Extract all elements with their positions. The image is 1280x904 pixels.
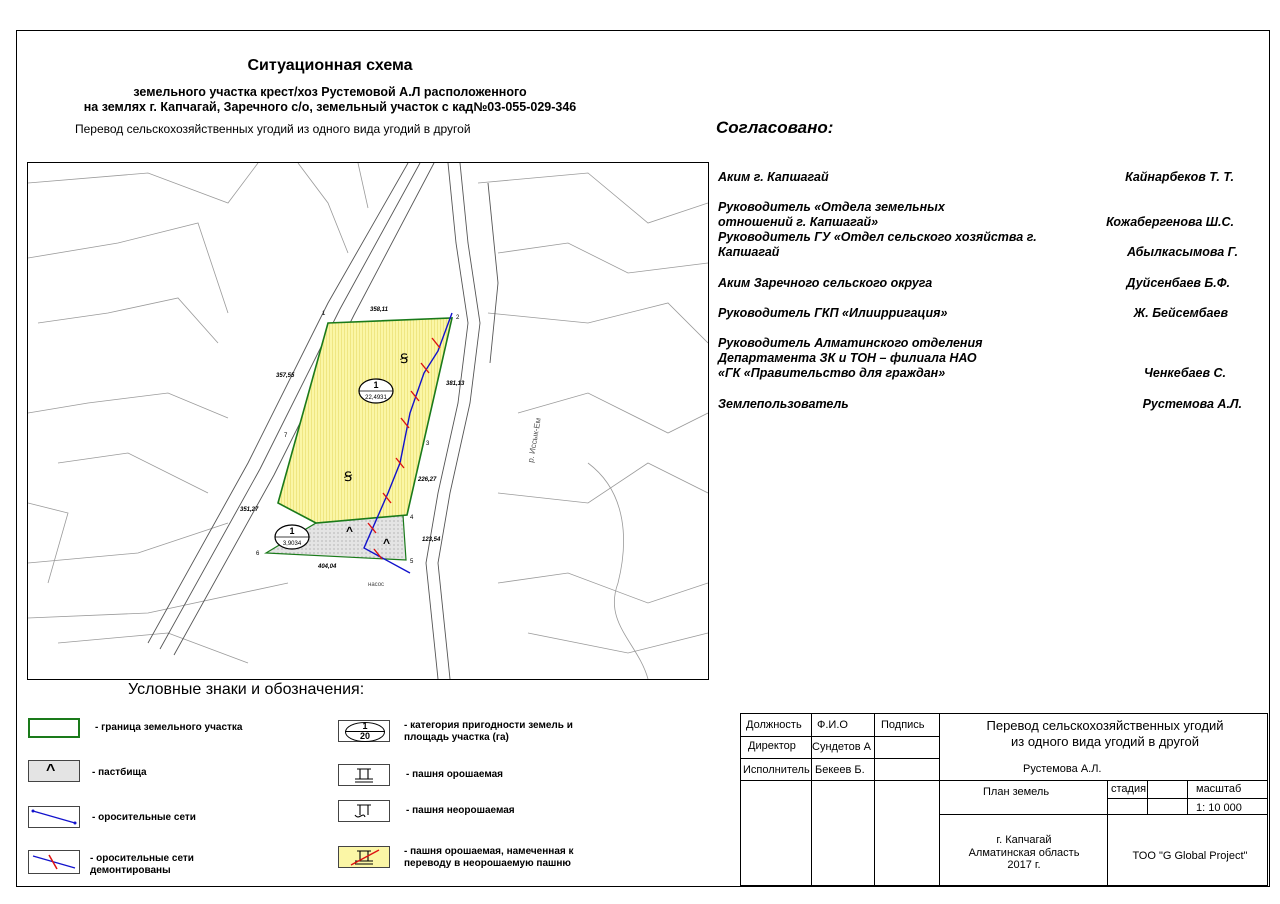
legend-text-irrigated: - пашня орошаемая: [406, 769, 504, 780]
vertex-4: 4: [410, 515, 414, 521]
nonirrigated-arable-icon: [338, 800, 390, 822]
signatory-name-4: Дуйсенбаев Б.Ф.: [1126, 276, 1230, 290]
scale-value: 1: 10 000: [1196, 802, 1242, 814]
subtitle-line-2: на землях г. Капчагай, Заречного с/о, земельный участок с кад№03-055-029-346: [83, 100, 577, 114]
legend-fraction-numerator: 1: [362, 721, 368, 731]
arable-to-transfer-icon: [338, 846, 390, 868]
signatory-name-7: Рустемова А.Л.: [1142, 397, 1242, 411]
parcel-2-category: 1: [289, 526, 295, 536]
situation-map: [27, 162, 709, 680]
pasture-caret-icon: ^: [28, 760, 80, 782]
sheet-title: План земель: [983, 786, 1050, 798]
pasture-symbol: ^: [346, 524, 354, 538]
nonirrigated-symbol-1: Ꞩ: [400, 351, 409, 366]
parcel-1-category-badge: [359, 379, 393, 403]
col-name: Ф.И.О: [817, 719, 848, 731]
irrigated-arable-icon: [338, 764, 390, 786]
boundary-box-icon: [28, 718, 80, 738]
location-line-3: 2017 г.: [1007, 859, 1041, 871]
distance-4-5: 123,54: [422, 537, 441, 543]
approval-heading: Согласовано:: [716, 118, 834, 137]
parcel-1-area: 22,4931: [365, 395, 387, 401]
distance-1-2: 358,11: [370, 307, 388, 313]
scale-label: масштаб: [1196, 783, 1242, 795]
legend-fraction-denominator: 20: [359, 731, 370, 741]
parcel-2-category-badge: [275, 525, 309, 549]
title-block: [740, 713, 1268, 886]
parcel-2-area: 3,9034: [282, 541, 302, 547]
distance-6-7: 351,27: [240, 507, 259, 513]
transfer-caption: Перевод сельскохозяйственных угодий из одного вида угодий в другой: [75, 122, 471, 136]
location-line-2: Алматинская область: [968, 847, 1080, 859]
signatory-role-4: Аким Заречного сельского округа: [718, 276, 933, 290]
distance-2-3: 381,13: [446, 381, 465, 387]
vertex-7: 7: [284, 433, 288, 439]
project-title-line-2: из одного вида угодий в другой: [1011, 734, 1199, 749]
executor-label: Исполнитель: [743, 764, 810, 776]
main-parcel: [278, 318, 452, 523]
signatory-role-1: Аким г. Капшагай: [718, 170, 829, 184]
col-position: Должность: [746, 719, 802, 731]
legend-text-transfer: - пашня орошаемая, намеченная к переводу в неорошаемую пашню: [404, 846, 574, 869]
col-signature: Подпись: [881, 719, 925, 731]
vertex-6: 6: [256, 551, 260, 557]
legend-text-dismantled: - оросительные сети демонтированы: [90, 853, 194, 876]
category-fraction-icon: [338, 720, 390, 742]
parcel-1-category: 1: [373, 380, 379, 390]
nonirrigated-symbol-2: Ꞩ: [344, 469, 353, 484]
subtitle-line-1: земельного участка крест/хоз Рустемовой А.Л расположенного: [133, 85, 527, 99]
signatory-name-1: Кайнарбеков Т. Т.: [1125, 170, 1234, 184]
vertex-3: 3: [426, 441, 430, 447]
distance-7-1: 357,55: [276, 373, 295, 379]
signatory-role-2: Руководитель «Отдела земельных отношений г. Капшагай»: [718, 200, 945, 229]
signatory-role-7: Землепользователь: [718, 397, 849, 411]
signatory-role-6: Руководитель Алматинского отделения Департамента ЗК и ТОН – филиала НАО «ГК «Правительство для граждан»: [718, 336, 983, 380]
legend-text-pasture: - пастбища: [92, 767, 147, 778]
legend-text-category: - категория пригодности земель и площадь участка (га): [404, 720, 573, 743]
distance-3-4: 226,27: [418, 477, 437, 483]
signatory-name-3: Абылкасымова Г.: [1126, 245, 1238, 259]
signatory-name-5: Ж. Бейсембаев: [1133, 306, 1228, 320]
signatory-role-3: Руководитель ГУ «Отдел сельского хозяйства г. Капшагай: [718, 230, 1037, 259]
legend-text-irrigation: - оросительные сети: [92, 812, 196, 823]
client-name: Рустемова А.Л.: [1023, 763, 1102, 775]
vertex-2: 2: [456, 315, 460, 321]
legend-text-boundary: - граница земельного участка: [95, 722, 243, 733]
location-line-1: г. Капчагай: [996, 834, 1052, 846]
project-title-line-1: Перевод сельскохозяйственных угодий: [986, 718, 1224, 733]
signatory-role-5: Руководитель ГКП «Илиирригация»: [718, 306, 948, 320]
pump-label: насос: [368, 582, 385, 588]
legend-text-nonirrigated: - пашня неорошаемая: [406, 805, 515, 816]
map-svg: [28, 163, 708, 679]
pasture-symbol-2: ^: [383, 536, 391, 550]
legend-title: Условные знаки и обозначения:: [128, 681, 365, 698]
director-name: Сундетов А: [812, 741, 871, 753]
signatory-name-6: Ченкебаев С.: [1144, 366, 1226, 380]
stage-label: стадия: [1111, 783, 1147, 795]
signatory-name-2: Кожабергенова Ш.С.: [1106, 215, 1234, 229]
vertex-1: 1: [322, 311, 326, 317]
distance-5-6: 404,04: [318, 564, 337, 570]
canal: [426, 163, 498, 679]
vertex-5: 5: [410, 559, 414, 565]
company-name: ТОО "G Global Project": [1132, 850, 1248, 862]
executor-name: Бекеев Б.: [815, 764, 865, 776]
irrigation-dismantled-icon: [28, 850, 80, 874]
director-label: Директор: [748, 740, 796, 752]
river-label: р. Иссык-Ем: [526, 417, 543, 464]
page-title: Ситуационная схема: [247, 57, 413, 74]
irrigation-line-icon: [28, 806, 80, 828]
